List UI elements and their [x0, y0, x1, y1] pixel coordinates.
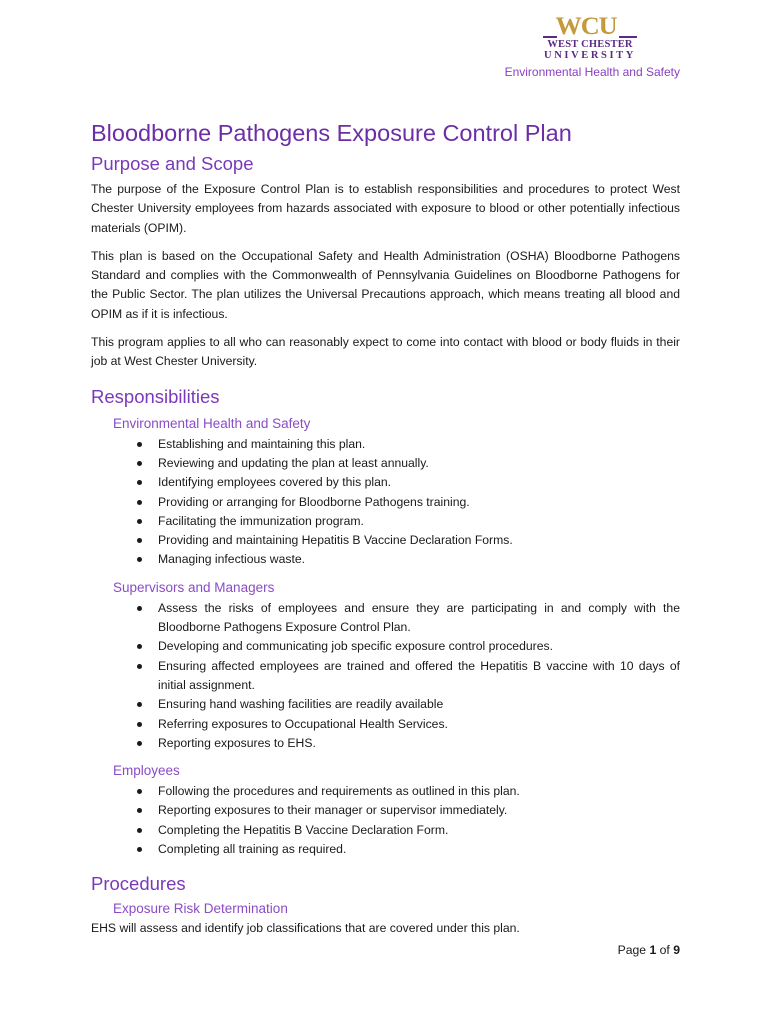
supervisors-subheading: Supervisors and Managers [113, 579, 275, 595]
list-item: Completing all training as required. [158, 840, 680, 859]
list-item: Completing the Hepatitis B Vaccine Declaration Form. [158, 821, 680, 840]
page-current: 1 [649, 943, 657, 957]
wcu-logo [543, 14, 637, 62]
purpose-heading: Purpose and Scope [91, 153, 254, 174]
page-label: Page [617, 943, 647, 957]
list-item: Reviewing and updating the plan at least annually. [158, 454, 680, 473]
document-title: Bloodborne Pathogens Exposure Control Plan [91, 120, 572, 146]
list-item: Ensuring affected employees are trained and offered the Hepatitis B vaccine with 10 days of initial assignment. [158, 657, 680, 696]
employees-subheading: Employees [113, 763, 180, 779]
responsibilities-heading: Responsibilities [91, 385, 220, 407]
list-item: Referring exposures to Occupational Health Services. [158, 715, 680, 734]
logo-west-chester: WEST CHESTER [547, 39, 633, 50]
procedures-heading: Procedures [91, 873, 186, 895]
purpose-paragraph-2: This plan is based on the Occupational Safety and Health Administration (OSHA) Bloodborne Pathogens Standard and complies with the Commonwealth of Pennsylvania Guidelines on Bloodborne Pathogens for the Public Sector. The plan utilizes the Universal Precautions approach, which means treating all blood and OPIM as if it is infectious. [91, 248, 680, 321]
list-item: Managing infectious waste. [158, 550, 680, 569]
list-item: Providing and maintaining Hepatitis B Vaccine Declaration Forms. [158, 531, 680, 550]
purpose-paragraph-3: This program applies to all who can reasonably expect to come into contact with blood or body fluids in their job at West Chester University. [91, 335, 680, 369]
list-item: Following the procedures and requirements as outlined in this plan. [158, 782, 680, 801]
list-item: Developing and communicating job specific exposure control procedures. [158, 637, 680, 656]
purpose-paragraph-1: The purpose of the Exposure Control Plan is to establish responsibilities and procedures to protect West Chester University employees from hazards associated with exposure to blood or other potentially infectious materials (OPIM). [91, 182, 680, 235]
document-body [91, 118, 680, 939]
ehs-list [158, 435, 680, 570]
page-of-label: of [659, 943, 670, 957]
list-item: Reporting exposures to their manager or supervisor immediately. [158, 801, 680, 820]
exposure-risk-subheading: Exposure Risk Determination [113, 901, 288, 917]
list-item: Establishing and maintaining this plan. [158, 435, 680, 454]
list-item: Facilitating the immunization program. [158, 512, 680, 531]
list-item: Identifying employees covered by this plan. [158, 473, 680, 492]
ehs-subheading: Environmental Health and Safety [113, 415, 311, 431]
employees-list [158, 782, 680, 859]
page-total: 9 [673, 943, 680, 957]
header-department: Environmental Health and Safety [504, 65, 680, 79]
logo-wcu-text: WCU [555, 13, 617, 40]
supervisors-list [158, 599, 680, 753]
list-item: Assess the risks of employees and ensure they are participating in and comply with the Bloodborne Pathogens Exposure Control Plan. [158, 599, 680, 638]
list-item: Ensuring hand washing facilities are readily available [158, 695, 680, 714]
logo-university: UNIVERSITY [544, 50, 636, 61]
procedures-paragraph: EHS will assess and identify job classifications that are covered under this plan. [91, 921, 520, 936]
list-item: Reporting exposures to EHS. [158, 734, 680, 753]
page-number [618, 943, 680, 957]
list-item: Providing or arranging for Bloodborne Pathogens training. [158, 493, 680, 512]
logo-bar-right [619, 36, 637, 38]
